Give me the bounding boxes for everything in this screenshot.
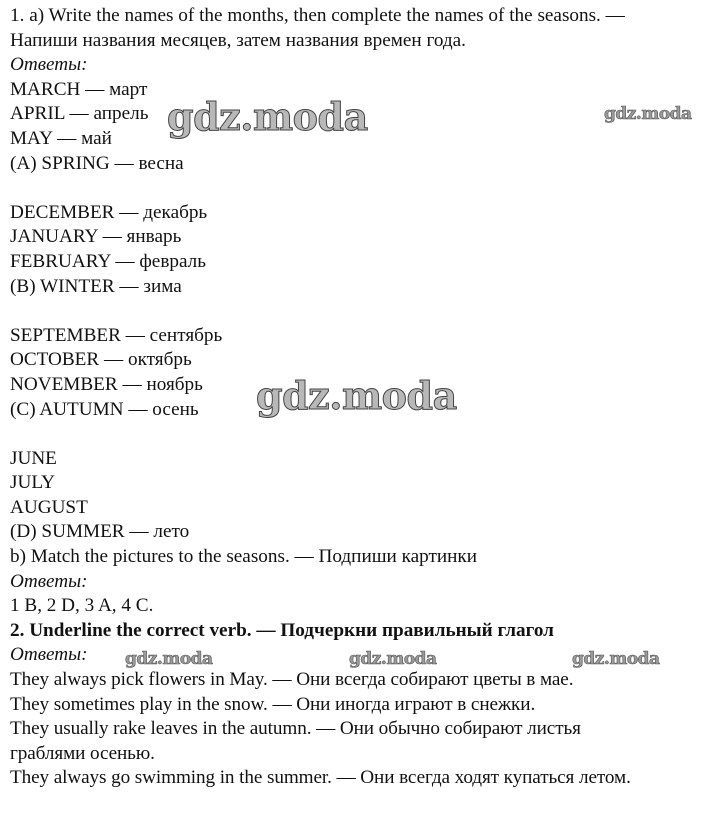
exercise-2-title: 2. Underline the correct verb. — Подчеркни правильный глагол [10,619,554,641]
sentence-line: граблями осенью. [10,742,155,764]
watermark-logo: gdz.moda [125,649,213,669]
spacer [10,299,720,324]
sentence-line: They always pick flowers in May. — Они всегда собирают цветы в мае. [10,669,574,691]
season-line: (C) AUTUMN — осень [10,398,199,420]
month-line: JUNE [10,447,57,469]
watermark-logo: gdz.moda [349,649,437,669]
sentence-line: They sometimes play in the snow. — Они иногда играют в снежки. [10,693,536,715]
season-line: (A) SPRING — весна [10,152,184,174]
month-line: MAY — май [10,127,112,149]
sentence-line: They usually rake leaves in the autumn. — Они обычно собирают листья [10,718,581,740]
month-line: DECEMBER — декабрь [10,201,208,223]
month-line: AUGUST [10,496,88,518]
month-line: MARCH — март [10,78,148,100]
part-b-title: b) Match the pictures to the seasons. — Подпиши картинки [10,546,477,568]
month-line: NOVEMBER — ноябрь [10,373,203,395]
month-line: FEBRUARY — февраль [10,250,206,272]
answers-label: Ответы: [10,570,88,592]
part-b-answer: 1 B, 2 D, 3 A, 4 C. [10,595,154,617]
season-line: (B) WINTER — зима [10,275,182,297]
exercise-1-title-ru: Напиши названия месяцев, затем названия времен года. [10,29,466,51]
watermark-logo: gdz.moda [167,94,368,139]
spacer [10,422,720,447]
watermark-logo: gdz.moda [572,649,660,669]
month-line: JULY [10,472,55,494]
month-line: SEPTEMBER — сентябрь [10,324,223,346]
month-line: APRIL — апрель [10,103,149,125]
sentence-line: They always go swimming in the summer. — Они всегда ходят купаться летом. [10,767,631,789]
month-line: JANUARY — январь [10,226,182,248]
season-line: (D) SUMMER — лето [10,521,190,543]
watermark-logo: gdz.moda [256,373,457,418]
month-line: OCTOBER — октябрь [10,349,192,371]
answers-label: Ответы: [10,644,88,666]
watermark-logo: gdz.moda [604,104,692,124]
answers-label: Ответы: [10,54,88,76]
exercise-1-title: 1. a) Write the names of the months, then complete the names of the seasons. — [10,5,625,26]
spacer [10,176,720,201]
